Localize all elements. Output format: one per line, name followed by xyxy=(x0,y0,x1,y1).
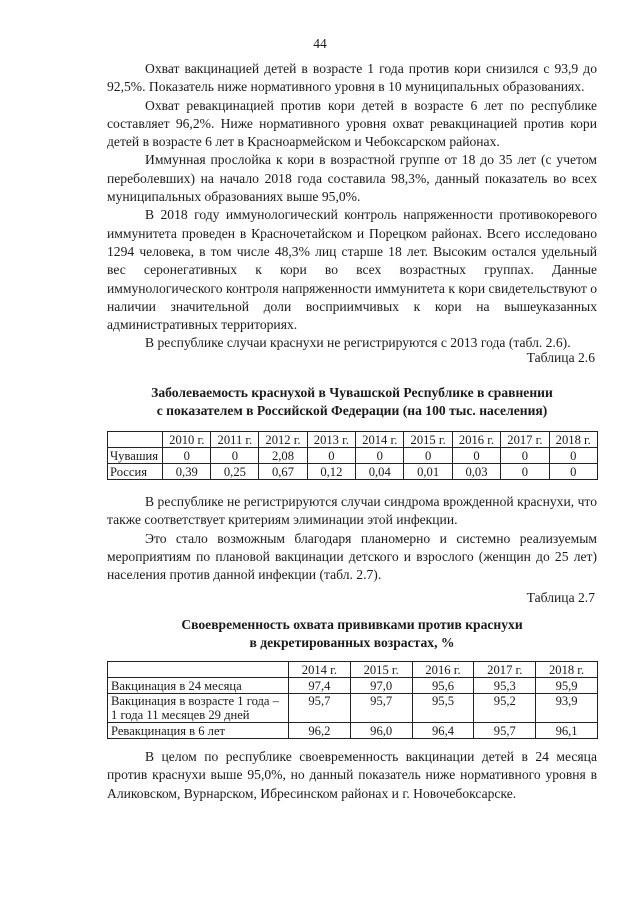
page-number: 44 xyxy=(313,36,327,51)
table-2-7-title xyxy=(107,616,597,653)
paragraph: В республике не регистрируются случаи синдрома врожденной краснухи, что также соответствует критериям элиминации этой инфекции. xyxy=(107,494,597,528)
table-cell: 96,2 xyxy=(289,723,351,739)
table-cell: 0,25 xyxy=(211,464,259,480)
table-cell: 0 xyxy=(307,448,355,464)
column-header: 2012 г. xyxy=(259,432,307,448)
table-cell: 95,7 xyxy=(289,694,351,723)
column-header: 2016 г. xyxy=(452,432,500,448)
table-cell: 95,6 xyxy=(412,678,474,694)
table-cell: 0 xyxy=(549,448,597,464)
table-cell: 2,08 xyxy=(259,448,307,464)
row-header xyxy=(108,694,289,723)
table-cell: 0 xyxy=(501,464,549,480)
paragraph: В целом по республике своевременность вакцинации детей в 24 месяца против краснухи выше 95,0%, но данный показатель ниже нормативного уровня в Аликовском, Вурнарском, Ибресинском районах и г. Новочебоксарске. xyxy=(107,749,597,801)
row-header: Вакцинация в 24 месяца xyxy=(108,678,289,694)
column-header: 2010 г. xyxy=(163,432,211,448)
table-row xyxy=(108,723,598,739)
table-2-6 xyxy=(107,431,598,480)
paragraph: В 2018 году иммунологический контроль напряженности противокоревого иммунитета проведен в Красночетайском и Порецком районах. Всего исследовано 1294 человека, в том числе 48,3% лиц старше 18 лет. Высоким остался удельный вес серонегативных к кори во всех возрастных группах. Данные иммунологического контроля напряженности иммунитета к кори свидетельствуют о наличии значительной доли восприимчивых к кори на вышеуказанных административных территориях. xyxy=(107,207,597,333)
table-cell: 0 xyxy=(549,464,597,480)
table-cell: 95,5 xyxy=(412,694,474,723)
table-2-7 xyxy=(107,661,598,739)
table-cell: 0,04 xyxy=(356,464,404,480)
text-block-middle xyxy=(107,493,597,584)
row-header: Россия xyxy=(108,464,163,480)
table-cell: 93,9 xyxy=(536,694,598,723)
table-cell: 97,0 xyxy=(350,678,412,694)
table-cell: 0,03 xyxy=(452,464,500,480)
table-2-6-label: Таблица 2.6 xyxy=(526,350,595,365)
column-header: 2017 г. xyxy=(474,662,536,678)
column-header: 2015 г. xyxy=(404,432,452,448)
table-corner-cell xyxy=(108,662,289,678)
table-cell: 95,9 xyxy=(536,678,598,694)
table-cell: 0 xyxy=(356,448,404,464)
row-header: Чувашия xyxy=(108,448,163,464)
row-header: Ревакцинация в 6 лет xyxy=(108,723,289,739)
table-2-6-title xyxy=(107,384,597,421)
table-title-line: в декретированных возрастах, % xyxy=(249,635,455,651)
table-cell: 0,67 xyxy=(259,464,307,480)
table-row xyxy=(108,678,598,694)
column-header: 2018 г. xyxy=(536,662,598,678)
column-header: 2015 г. xyxy=(350,662,412,678)
paragraph: Это стало возможным благодаря планомерно и системно реализуемым мероприятиям по плановой вакцинации детского и взрослого (женщин до 25 лет) населения против данной инфекции (табл. 2.7). xyxy=(107,530,597,583)
text-block-bottom xyxy=(107,748,597,803)
table-cell: 95,2 xyxy=(474,694,536,723)
column-header: 2013 г. xyxy=(307,432,355,448)
table-cell: 0,12 xyxy=(307,464,355,480)
column-header: 2011 г. xyxy=(211,432,259,448)
paragraph: Охват ревакцинацией против кори детей в возрасте 6 лет по республике составляет 96,2%. Ниже нормативного уровня охват ревакцинацией против кори детей в возрасте 6 лет в Красноармейском и Чебоксарском районах. xyxy=(107,97,597,150)
table-header-row xyxy=(108,662,598,678)
column-header: 2014 г. xyxy=(289,662,351,678)
table-row xyxy=(108,464,598,480)
paragraph: Иммунная прослойка к кори в возрастной группе от 18 до 35 лет (с учетом переболевших) на начало 2018 года составила 98,3%, данный показатель во всех муниципальных образованиях выше 95,0%. xyxy=(107,152,597,205)
table-cell: 95,7 xyxy=(474,723,536,739)
table-cell: 0,01 xyxy=(404,464,452,480)
table-cell: 96,0 xyxy=(350,723,412,739)
paragraph: В республике случаи краснухи не регистрируются с 2013 года (табл. 2.6). xyxy=(145,335,571,351)
row-header-line: 1 года 11 месяцев 29 дней xyxy=(111,708,250,722)
table-row xyxy=(108,694,598,723)
table-cell: 95,3 xyxy=(474,678,536,694)
text-block-top xyxy=(107,60,597,353)
table-cell: 0 xyxy=(501,448,549,464)
table-header-row xyxy=(108,432,598,448)
table-cell: 0,39 xyxy=(163,464,211,480)
table-cell: 95,7 xyxy=(350,694,412,723)
table-2-7-label: Таблица 2.7 xyxy=(526,590,595,605)
table-cell: 96,1 xyxy=(536,723,598,739)
paragraph: Охват вакцинацией детей в возрасте 1 года против кори снизился с 93,9 до 92,5%. Показатель ниже нормативного уровня в 10 муниципальных образованиях. xyxy=(107,61,597,95)
table-row xyxy=(108,448,598,464)
table-title-line: Своевременность охвата прививками против краснухи xyxy=(181,617,523,632)
table-cell: 96,4 xyxy=(412,723,474,739)
column-header: 2014 г. xyxy=(356,432,404,448)
column-header: 2018 г. xyxy=(549,432,597,448)
table-cell: 0 xyxy=(163,448,211,464)
row-header-line: Вакцинация в возрасте 1 года – xyxy=(111,694,279,708)
table-cell: 0 xyxy=(452,448,500,464)
table-corner-cell xyxy=(108,432,163,448)
table-cell: 97,4 xyxy=(289,678,351,694)
column-header: 2016 г. xyxy=(412,662,474,678)
table-cell: 0 xyxy=(404,448,452,464)
column-header: 2017 г. xyxy=(501,432,549,448)
table-cell: 0 xyxy=(211,448,259,464)
table-title-line: с показателем в Российской Федерации (на 100 тыс. населения) xyxy=(156,403,548,419)
table-title-line: Заболеваемость краснухой в Чувашской Республике в сравнении xyxy=(151,385,553,400)
